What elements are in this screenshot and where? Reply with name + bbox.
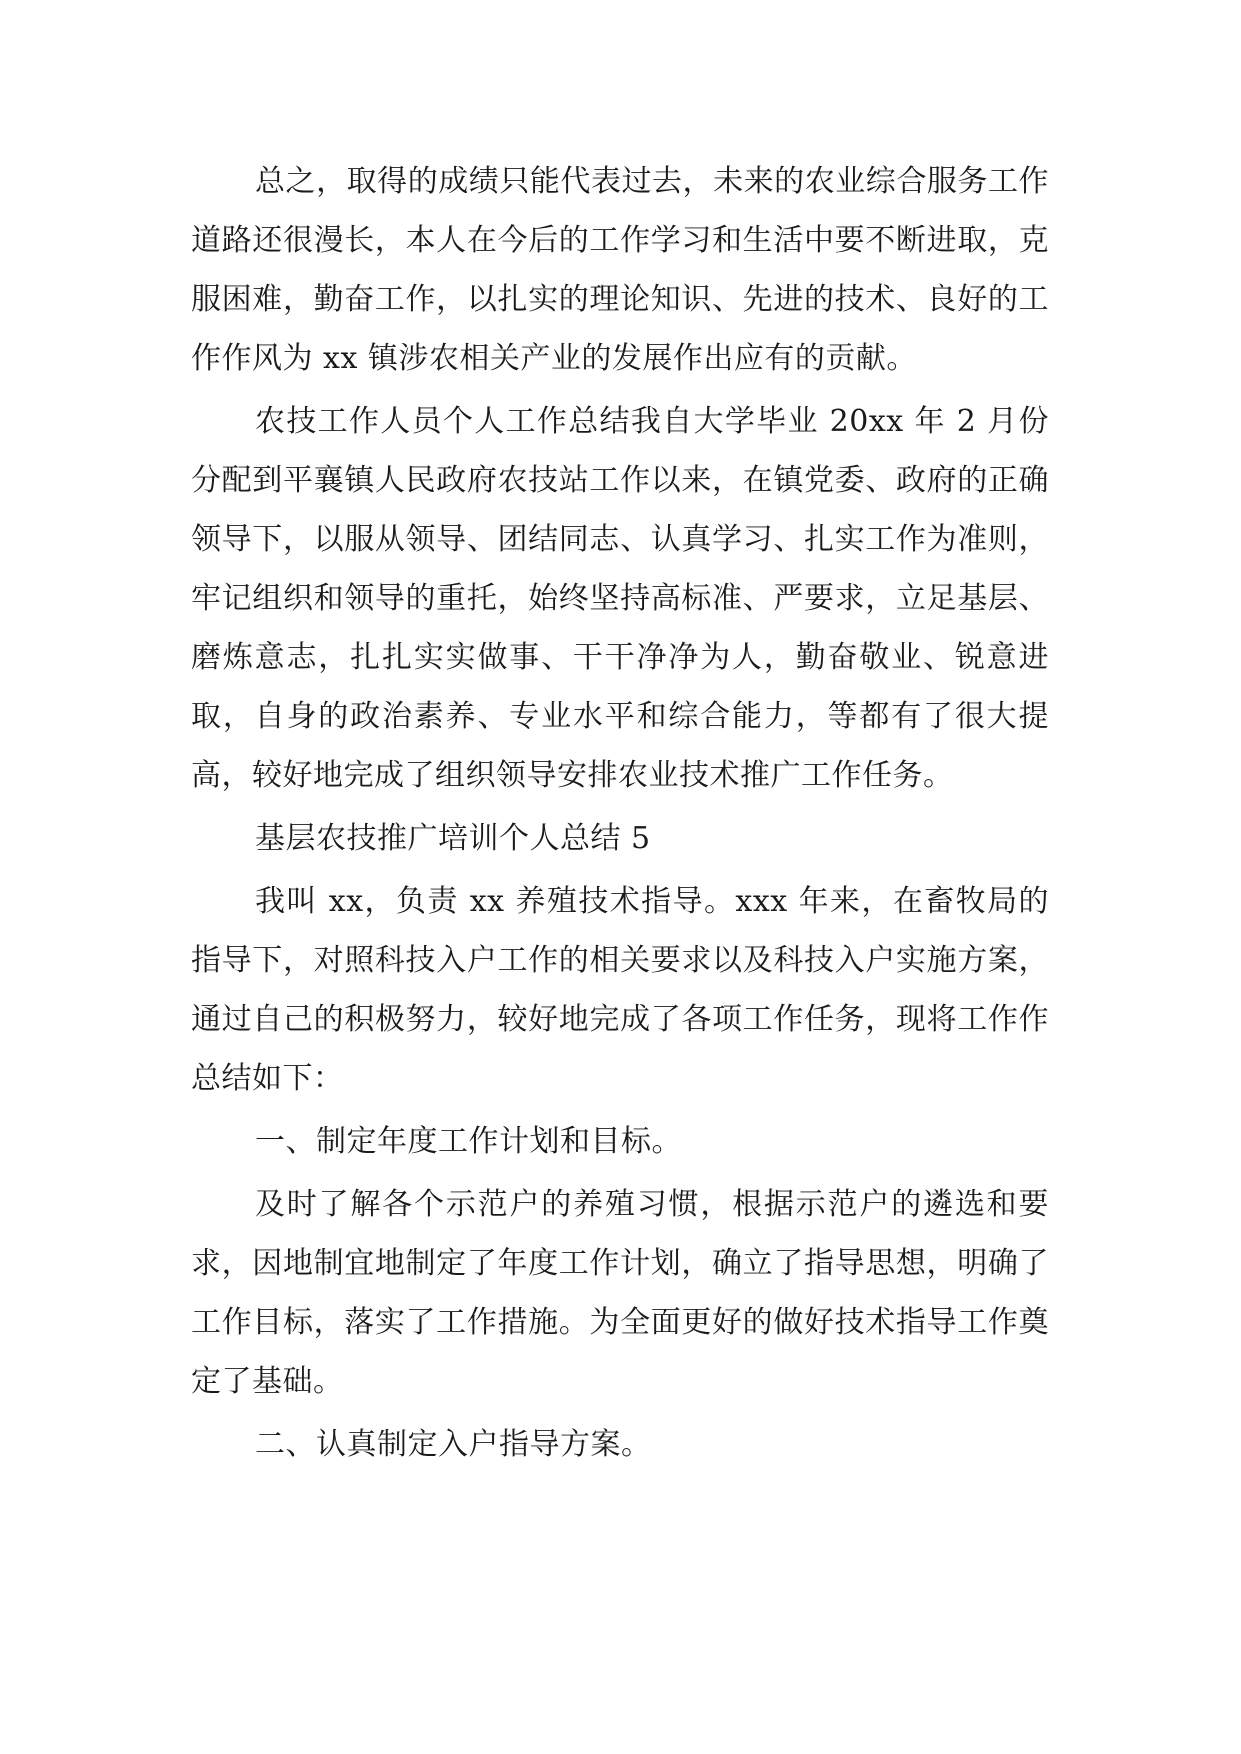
section-heading: 基层农技推广培训个人总结 5: [255, 821, 651, 856]
paragraph-introduction: 我叫 xx，负责 xx 养殖技术指导。xxx 年来，在畜牧局的指导下，对照科技入户工作的相关要求以及科技入户实施方案，通过自己的积极努力，较好地完成了各项工作任务，现将工作作总结如下：: [191, 884, 1049, 1096]
paragraph-agri-tech-summary: 农技工作人员个人工作总结我自大学毕业 20xx 年 2 月份分配到平襄镇人民政府农技站工作以来，在镇党委、政府的正确领导下，以服从领导、团结同志、认真学习、扎实工作为准则，牢记组织和领导的重托，始终坚持高标准、严要求，立足基层、磨炼意志，扎扎实实做事、干干净净为人，勤奋敬业、锐意进取，自身的政治素养、专业水平和综合能力，等都有了很大提高，较好地完成了组织领导安排农业技术推广工作任务。: [191, 404, 1049, 793]
paragraph-summary: 总之，取得的成绩只能代表过去，未来的农业综合服务工作道路还很漫长，本人在今后的工作学习和生活中要不断进取，克服困难，勤奋工作，以扎实的理论知识、先进的技术、良好的工作作风为 xx 镇涉农相关产业的发展作出应有的贡献。: [191, 164, 1049, 376]
document-page: [191, 152, 1049, 1478]
paragraph-plan: 及时了解各个示范户的养殖习惯，根据示范户的遴选和要求，因地制宜地制定了年度工作计划，确立了指导思想，明确了工作目标，落实了工作措施。为全面更好的做好技术指导工作奠定了基础。: [191, 1187, 1049, 1399]
item-heading-2: 二、认真制定入户指导方案。: [255, 1427, 652, 1462]
item-heading-1: 一、制定年度工作计划和目标。: [255, 1124, 682, 1159]
